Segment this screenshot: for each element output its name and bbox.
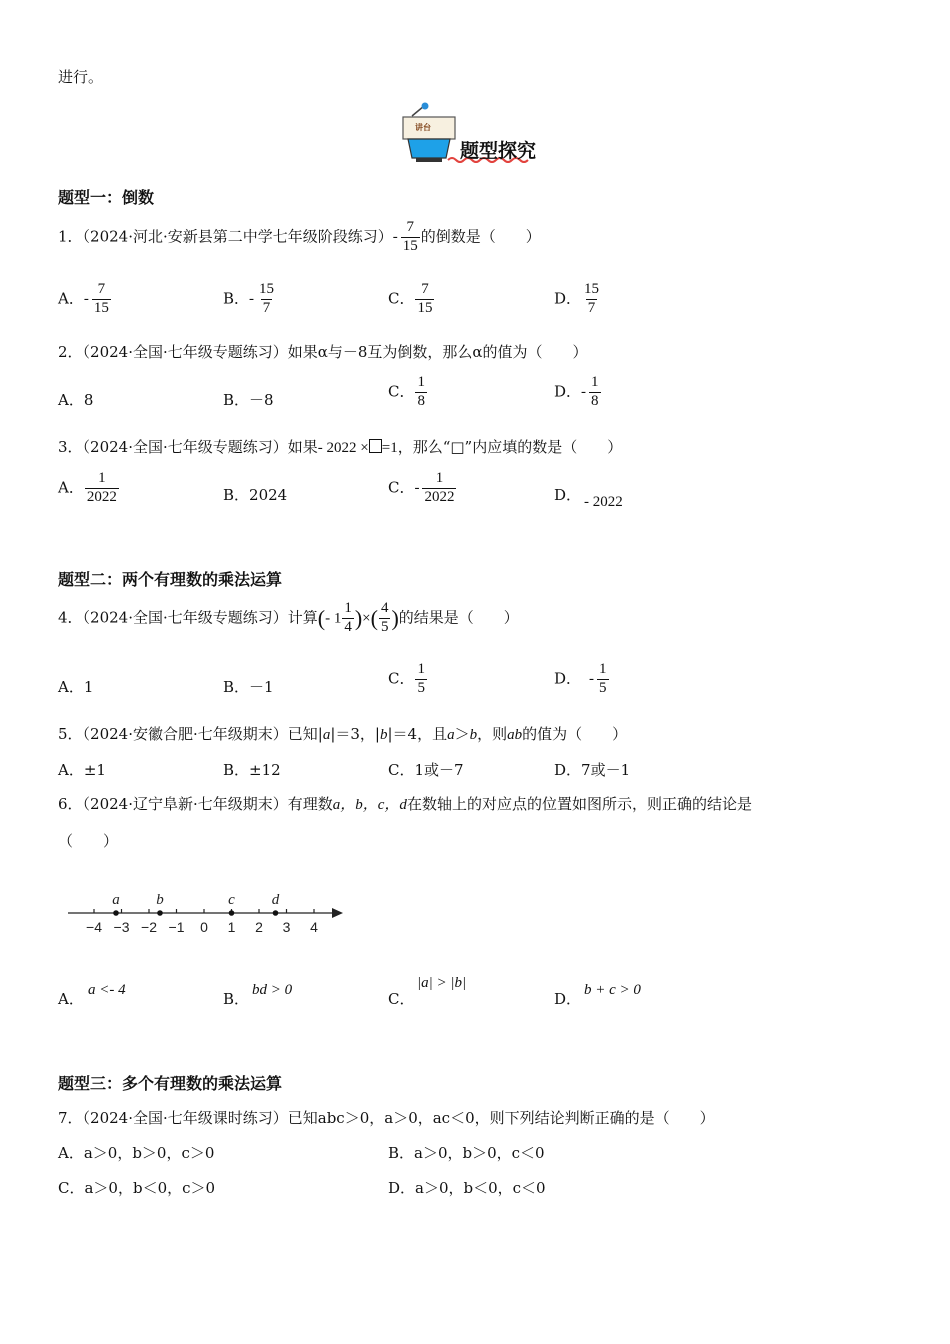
point-label-a: a <box>112 892 120 908</box>
fraction <box>597 662 609 697</box>
denominator: 7 <box>587 299 596 316</box>
question-1 <box>58 220 541 255</box>
point-label-c: c <box>228 892 235 908</box>
question-source: （2024·辽宁阜新·七年级期末）有理数 <box>82 795 333 813</box>
question-4 <box>58 601 519 636</box>
option-d[interactable] <box>554 662 610 697</box>
numerator: 1 <box>344 600 352 616</box>
option-d[interactable]: D．a＞0，b＜0，c＜0 <box>388 1179 546 1197</box>
option-a[interactable] <box>58 471 120 506</box>
denominator: 8 <box>417 392 425 409</box>
option-c[interactable] <box>388 282 435 317</box>
option-label: D． <box>554 289 582 308</box>
option-label: C． <box>388 289 415 308</box>
variable: ab <box>507 727 523 743</box>
left-paren: ( <box>317 605 326 631</box>
question-number: 5． <box>58 725 83 743</box>
right-paren: ) <box>391 605 399 631</box>
tick-label: 0 <box>200 919 208 935</box>
question-number: 4． <box>58 608 83 627</box>
option-a[interactable]: A．8 <box>58 391 94 409</box>
numerator: 4 <box>380 600 389 616</box>
fraction <box>401 220 420 255</box>
numerator: 1 <box>591 374 599 390</box>
numerator: 15 <box>259 281 275 297</box>
point-a <box>113 910 119 916</box>
number-line <box>60 884 360 940</box>
denominator: 15 <box>417 299 433 316</box>
minus-sign: - <box>83 291 89 308</box>
tick-label: −2 <box>141 919 157 935</box>
option-label: A． <box>58 478 84 497</box>
fraction <box>379 601 391 636</box>
fraction <box>85 471 119 506</box>
option-a[interactable] <box>58 988 84 1009</box>
banner-title: 题型探究 <box>460 140 537 162</box>
numerator: 1 <box>417 661 425 677</box>
tick-label: −4 <box>86 919 102 935</box>
option-label: D． <box>554 382 582 401</box>
question-6 <box>58 793 752 814</box>
option-c-expr: |a| > |b| <box>417 975 467 991</box>
question-tail: 在数轴上的对应点的位置如图所示，则正确的结论是 <box>406 795 752 813</box>
option-label: A． <box>58 990 84 1008</box>
left-paren: ( <box>370 605 378 631</box>
point-c <box>229 910 235 916</box>
fraction <box>92 282 111 317</box>
question-source: （2024·河北·安新县第二中学七年级阶段练习） <box>82 227 393 246</box>
option-c[interactable] <box>388 375 428 410</box>
section-title-2: 题型二：两个有理数的乘法运算 <box>58 570 283 589</box>
denominator: 15 <box>402 237 418 254</box>
option-label: D． <box>554 669 582 688</box>
question-2 <box>58 341 588 362</box>
option-label: D． <box>554 990 582 1008</box>
fraction <box>415 375 427 410</box>
section-title-3: 题型三：多个有理数的乘法运算 <box>58 1074 283 1093</box>
numerator: 7 <box>97 281 106 297</box>
question-tail: 的倒数是（ ） <box>420 227 541 246</box>
point-label-d: d <box>271 892 280 908</box>
minus-sign: - <box>414 480 420 497</box>
tick-label: 1 <box>227 919 236 935</box>
numerator: 1 <box>599 661 607 677</box>
minus-sign: - <box>249 291 255 308</box>
numerator: 1 <box>417 374 425 390</box>
variables: a，b，c，d <box>332 797 407 813</box>
question-3 <box>58 436 622 457</box>
point-label-b: b <box>156 892 164 908</box>
blank-box <box>369 439 382 453</box>
option-label: C． <box>388 669 415 688</box>
denominator: 2022 <box>86 488 117 505</box>
denominator: 4 <box>344 618 352 635</box>
number-line-arrow <box>332 908 343 918</box>
question-text: ＞ <box>454 725 470 743</box>
question-number: 2． <box>58 343 83 361</box>
option-a[interactable] <box>58 282 112 317</box>
numerator: 15 <box>584 281 600 297</box>
variable: a <box>447 727 455 743</box>
option-d[interactable]: D．7或－1 <box>554 761 631 779</box>
question-tail: 的值为（ ） <box>522 725 628 743</box>
tick-label: −3 <box>113 919 130 935</box>
tick-label: 2 <box>255 919 263 935</box>
denominator: 7 <box>262 299 271 316</box>
denominator: 5 <box>417 679 425 696</box>
question-number: 6． <box>58 795 83 813</box>
fraction <box>589 375 601 410</box>
option-d-value: - 2022 <box>584 494 623 510</box>
minus-sign: - <box>392 229 398 246</box>
fraction <box>582 282 601 317</box>
minus-sign: - <box>581 384 587 401</box>
denominator: 2022 <box>424 488 455 505</box>
option-label: C． <box>388 990 415 1008</box>
option-b[interactable]: B．2024 <box>223 486 288 504</box>
option-label: B． <box>223 289 250 308</box>
variable: a <box>322 727 331 743</box>
option-c[interactable] <box>388 471 457 506</box>
right-paren: ) <box>354 605 363 631</box>
expression: - 2022 × <box>317 440 369 456</box>
option-b[interactable]: B．－1 <box>223 678 274 696</box>
option-label: C． <box>388 478 415 497</box>
option-b[interactable]: B．a＞0，b＞0，c＜0 <box>388 1144 545 1162</box>
option-a[interactable]: A．a＞0，b＞0，c＞0 <box>58 1144 215 1162</box>
numerator: 7 <box>421 281 429 297</box>
fraction <box>257 282 276 317</box>
fraction <box>422 471 456 506</box>
question-number: 3． <box>58 438 83 456</box>
question-number: 7． <box>58 1109 83 1127</box>
option-label: B． <box>223 990 250 1008</box>
option-d[interactable] <box>554 988 581 1009</box>
option-label: D． <box>554 486 582 504</box>
numerator: 1 <box>98 470 106 486</box>
question-text: （2024·安徽合肥·七年级期末）已知| <box>82 725 323 743</box>
fraction <box>415 662 427 697</box>
option-c[interactable] <box>388 988 414 1009</box>
section-title-1: 题型一：倒数 <box>58 188 155 207</box>
question-7 <box>58 1107 715 1128</box>
option-c[interactable]: C．1或－7 <box>388 761 464 779</box>
option-a[interactable]: A．1 <box>58 678 94 696</box>
fraction <box>415 282 434 317</box>
question-number: 1． <box>58 227 83 246</box>
question-text: |＝3，| <box>330 725 380 743</box>
question-5 <box>58 723 627 744</box>
answer-paren: （ ） <box>58 832 119 850</box>
times-sign: × <box>362 610 371 627</box>
option-c[interactable] <box>388 662 428 697</box>
option-b[interactable]: B．±12 <box>223 761 281 779</box>
question-text: ，则 <box>477 725 508 743</box>
minus-sign: - <box>589 671 595 688</box>
point-b <box>157 910 163 916</box>
option-d[interactable] <box>554 375 602 410</box>
podium-sign: 讲台 <box>415 123 431 132</box>
option-a[interactable]: A．±1 <box>58 761 106 779</box>
option-b[interactable]: B．－8 <box>223 391 274 409</box>
tick-label: 4 <box>310 919 318 935</box>
point-d <box>273 910 279 916</box>
option-d[interactable] <box>554 282 602 317</box>
question-text: |＝4，且 <box>387 725 448 743</box>
question-text: （2024·全国·七年级课时练习）已知abc＞0，a＞0，ac＜0，则下列结论判断正确的是（ ） <box>82 1109 715 1127</box>
denominator: 5 <box>599 679 607 696</box>
expression: =1 <box>381 440 398 456</box>
intro-tail: 进行。 <box>58 68 104 86</box>
whole-part: - 1 <box>325 610 342 627</box>
option-label: A． <box>58 289 84 308</box>
denominator: 15 <box>93 299 109 316</box>
question-source: （2024·全国·七年级专题练习）计算 <box>82 608 318 627</box>
option-d-expr: b + c > 0 <box>584 982 641 998</box>
question-text: （2024·全国·七年级专题练习）如果α与－8互为倒数，那么α的值为（ ） <box>82 343 588 361</box>
option-a-expr: a <- 4 <box>88 982 126 998</box>
tick-label: −1 <box>168 919 185 935</box>
variable: b <box>469 727 478 743</box>
option-b-expr: bd > 0 <box>252 982 293 998</box>
tick-label: 3 <box>282 919 291 935</box>
question-source: （2024·全国·七年级专题练习）如果 <box>82 438 318 456</box>
option-b[interactable] <box>223 988 249 1009</box>
section-banner <box>398 100 548 166</box>
numerator: 1 <box>435 470 444 486</box>
fraction <box>342 601 354 636</box>
denominator: 5 <box>380 618 389 635</box>
variable: b <box>379 727 388 743</box>
question-tail: 的结果是（ ） <box>398 608 519 627</box>
numerator: 7 <box>406 219 415 235</box>
option-label: C． <box>388 382 415 401</box>
denominator: 8 <box>591 392 599 409</box>
option-c[interactable]: C．a＞0，b＜0，c＞0 <box>58 1179 216 1197</box>
question-tail: ，那么“□”内应填的数是（ ） <box>397 438 623 456</box>
option-b[interactable] <box>223 282 277 317</box>
option-d[interactable] <box>554 484 581 505</box>
